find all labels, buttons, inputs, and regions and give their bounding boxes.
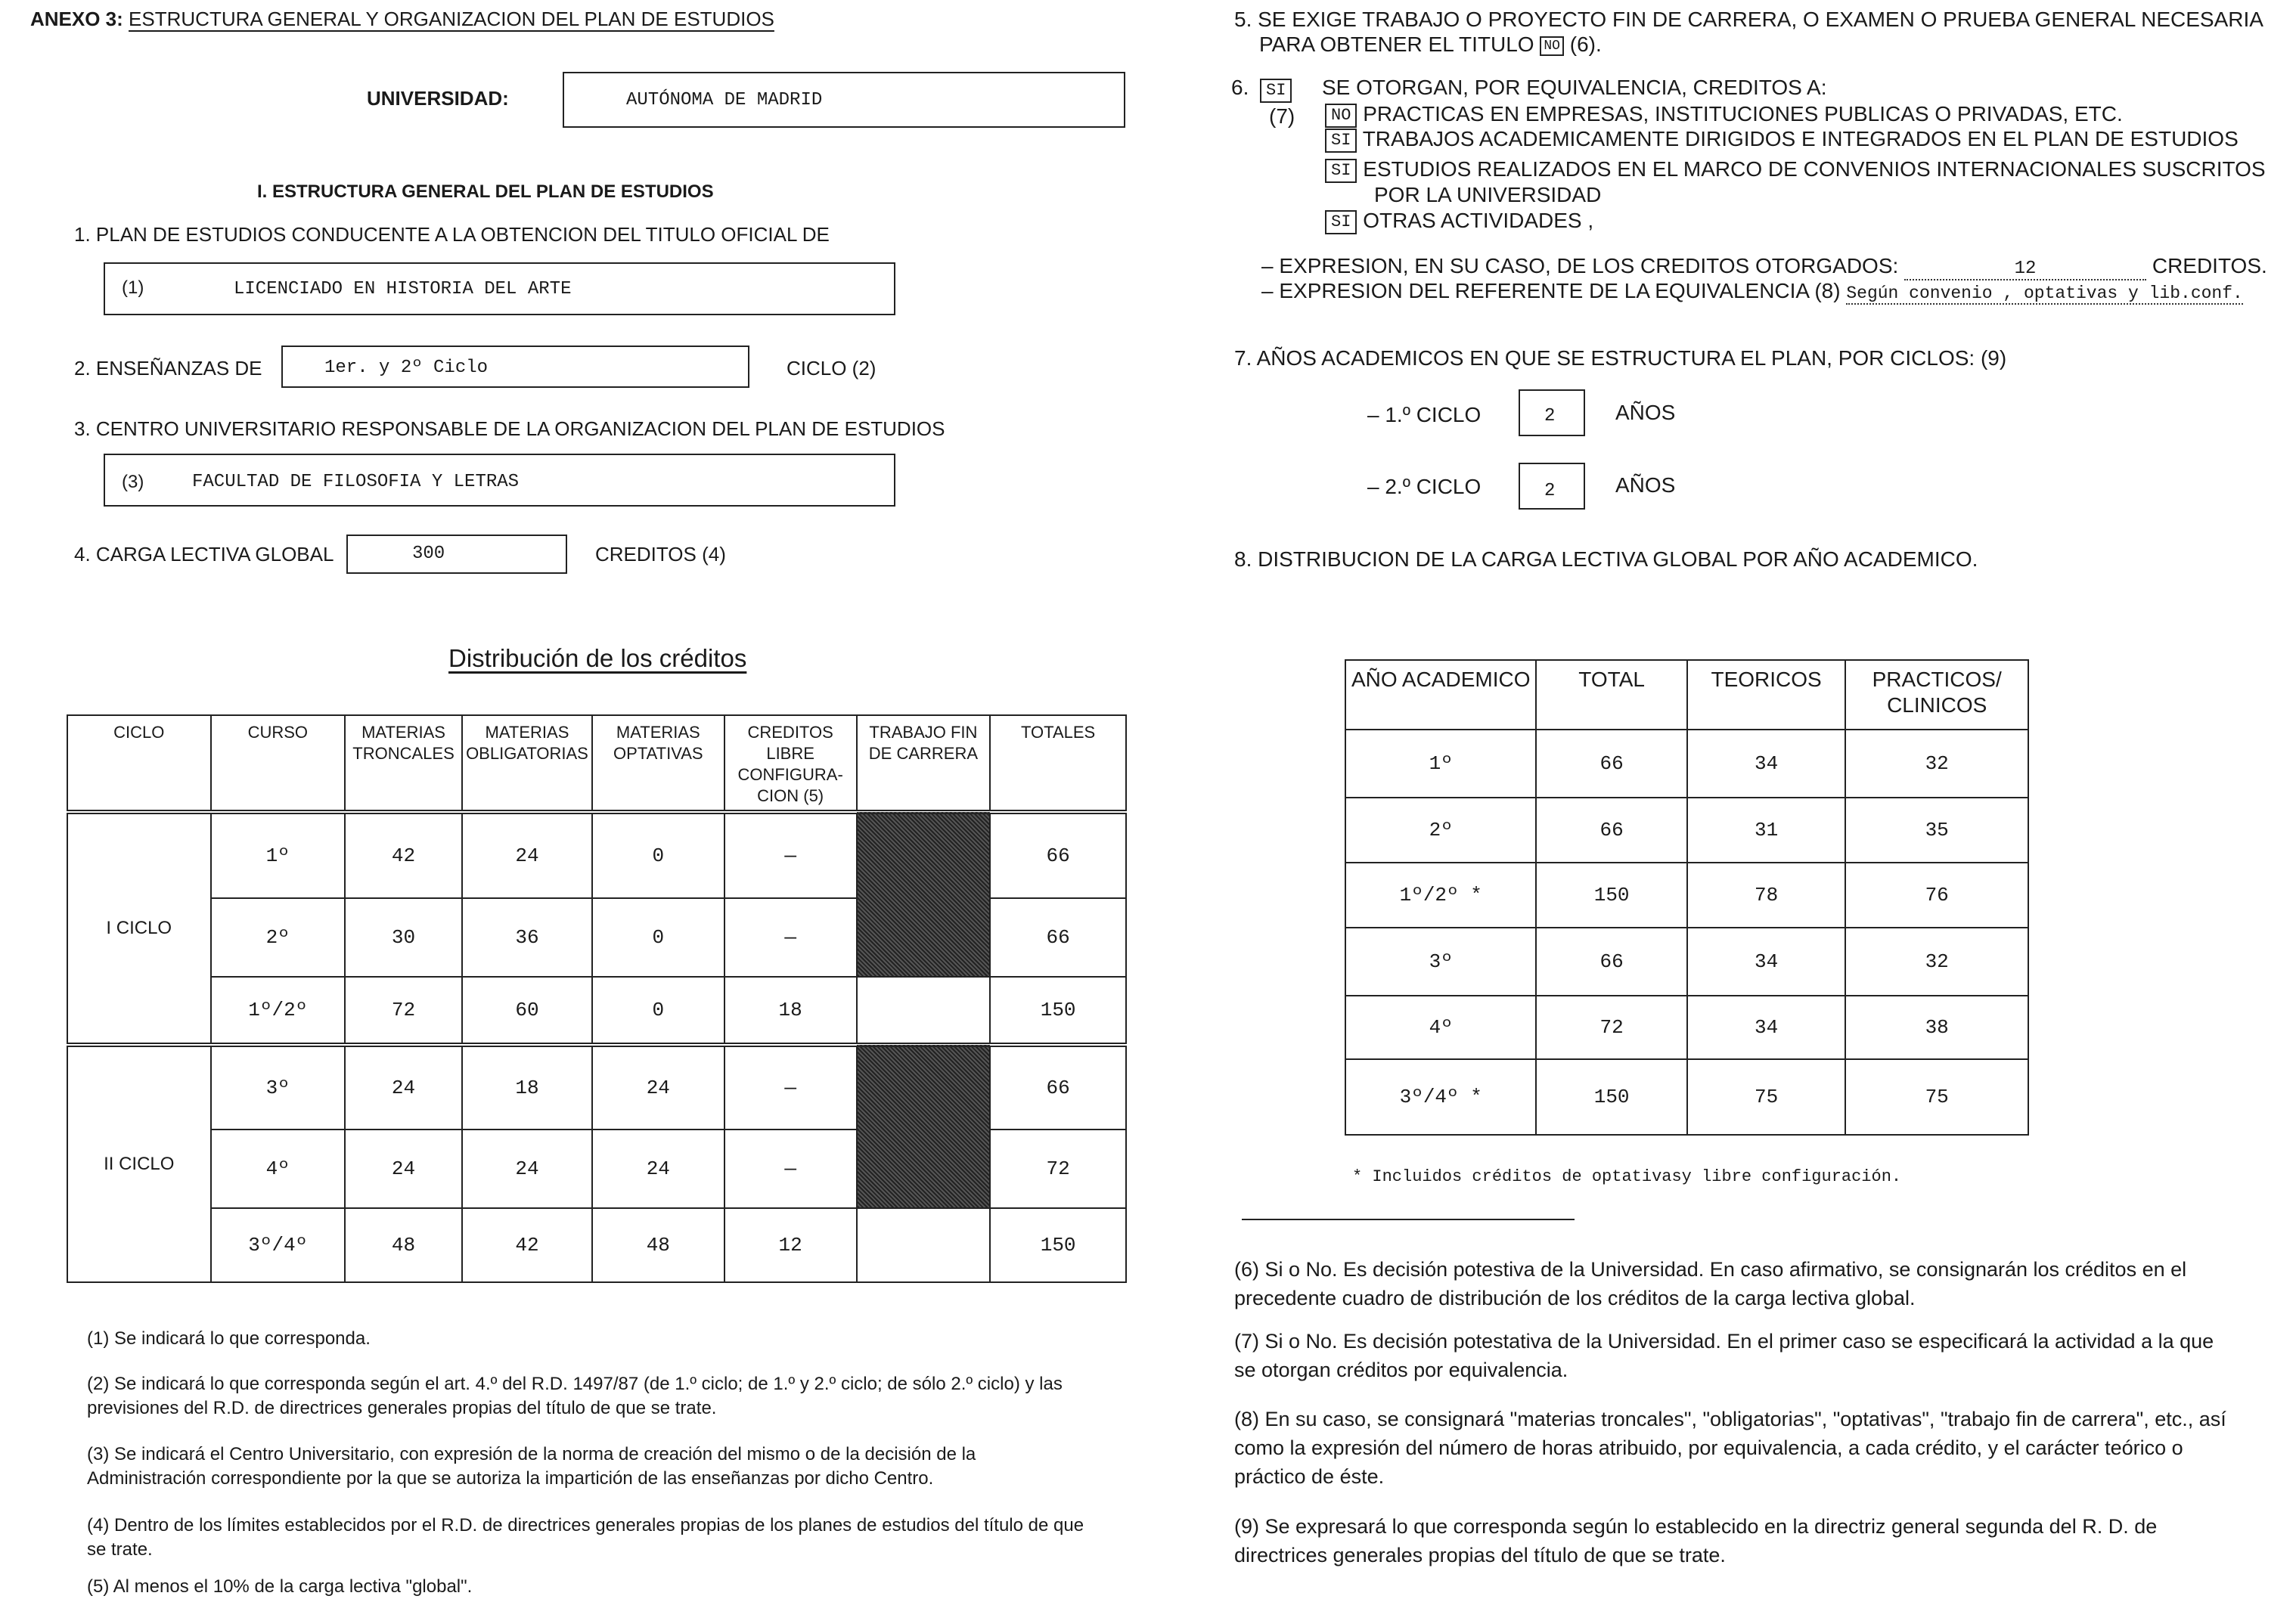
- cell-optativas: 24: [592, 1130, 724, 1208]
- cycle1-years-label: – 1.º CICLO: [1367, 403, 1482, 426]
- cycle1-years-box: [1519, 389, 1585, 436]
- option3-text-line2: POR LA UNIVERSIDAD: [1374, 183, 1602, 206]
- item4-suffix: CREDITOS (4): [595, 543, 726, 566]
- item6-option-2: [1325, 127, 2239, 153]
- cell-curso: 1º/2º: [211, 977, 346, 1045]
- cycle2-years-unit: AÑOS: [1615, 473, 1676, 497]
- cell-totales: 66: [990, 1045, 1126, 1130]
- expr1-value: 12: [1904, 259, 2146, 280]
- footnote-5: (5) Al menos el 10% de la carga lectiva "global".: [87, 1576, 473, 1597]
- item6-checkbox[interactable]: [1260, 79, 1292, 103]
- cell-teoricos: 34: [1687, 928, 1846, 996]
- cell-curso: 3º/4º: [211, 1208, 346, 1282]
- item8-label: 8. DISTRIBUCION DE LA CARGA LECTIVA GLOBAL POR AÑO ACADEMICO.: [1234, 547, 1978, 571]
- header-ciclo: CICLO: [67, 715, 211, 812]
- table-row: [1345, 798, 2028, 863]
- cell-total: 150: [1536, 1059, 1686, 1135]
- cell-troncales: 42: [345, 812, 462, 898]
- footnote-divider: [1242, 1219, 1575, 1220]
- item1-label: 1. PLAN DE ESTUDIOS CONDUCENTE A LA OBTENCION DEL TITULO OFICIAL DE: [74, 223, 830, 246]
- cell-curso: 1º: [211, 812, 346, 898]
- table-row: [1345, 928, 2028, 996]
- cell-trabajo-shaded: [857, 812, 991, 977]
- cell-optativas: 48: [592, 1208, 724, 1282]
- item6-option-1: [1325, 102, 2123, 128]
- cell-optativas: 0: [592, 977, 724, 1045]
- cell-totales: 66: [990, 812, 1126, 898]
- cell-libre: —: [724, 898, 857, 977]
- item6-checkbox-label: SI: [1260, 79, 1292, 103]
- item6-num: 6.: [1231, 76, 1249, 99]
- table-row: [1345, 730, 2028, 798]
- cell-year: 2º: [1345, 798, 1536, 863]
- cell-optativas: 24: [592, 1045, 724, 1130]
- cycle2-years-box: [1519, 463, 1585, 510]
- footnote-8: (8) En su caso, se consignará "materias troncales", "obligatorias", "optativas", "trabajo fin de carrera", etc., así como la expresión del número de horas atribuido, por equivalencia, a cada crédito, y el carácter teórico o práctico de éste.: [1234, 1408, 2226, 1488]
- footnote-4: (4) Dentro de los límites establecidos por el R.D. de directrices generales propias de los planes de estudios del título de que se trate.: [87, 1515, 1084, 1560]
- cell-year: 4º: [1345, 996, 1536, 1059]
- cycle2-label: II CICLO: [67, 1045, 211, 1282]
- table-note: * Incluidos créditos de optativasy libre configuración.: [1352, 1167, 1902, 1186]
- expr2-value: Según convenio , optativas y lib.conf.: [1846, 284, 2243, 303]
- header-troncales: MATERIAS TRONCALES: [345, 715, 462, 812]
- cell-total: 150: [1536, 863, 1686, 928]
- header-total: TOTAL: [1536, 660, 1686, 730]
- header-totales: TOTALES: [990, 715, 1126, 812]
- cell-year: 3º: [1345, 928, 1536, 996]
- footnote-2: (2) Se indicará lo que corresponda según el art. 4.º del R.D. 1497/87 (de 1.º ciclo; de 1.º y 2.º ciclo; de sólo 2.º ciclo) y las previsiones del R.D. de directrices generales propias del título de que se trate.: [87, 1374, 1063, 1418]
- university-label: UNIVERSIDAD:: [367, 87, 509, 110]
- item5-line2-text: PARA OBTENER EL TITULO: [1259, 33, 1534, 56]
- annex-label: ANEXO 3:: [30, 8, 123, 30]
- cell-teoricos: 34: [1687, 996, 1846, 1059]
- item2-label: 2. ENSEÑANZAS DE: [74, 357, 262, 380]
- distribution-title: Distribución de los créditos: [448, 644, 747, 672]
- option3-text: ESTUDIOS REALIZADOS EN EL MARCO DE CONVENIOS INTERNACIONALES SUSCRITOS: [1363, 157, 2266, 181]
- item5-line2: [1259, 33, 1602, 57]
- cell-libre: —: [724, 1045, 857, 1130]
- cell-totales: 150: [990, 977, 1126, 1045]
- cell-libre: —: [724, 1130, 857, 1208]
- credits-table-header: [67, 715, 1126, 812]
- footnote-3: (3) Se indicará el Centro Universitario, con expresión de la norma de creación del mismo o de la decisión de la Administración correspondiente por la que se autoriza la impartición de las enseñanzas por dicho Centro.: [87, 1444, 976, 1489]
- expr1: [1261, 254, 2267, 280]
- table-row: [1345, 996, 2028, 1059]
- annex-header: [30, 8, 774, 31]
- cell-obligatorias: 60: [462, 977, 592, 1045]
- item1-num: (1): [122, 277, 144, 298]
- cell-teoricos: 75: [1687, 1059, 1846, 1135]
- cell-troncales: 24: [345, 1130, 462, 1208]
- footnote-6: (6) Si o No. Es decisión potestiva de la Universidad. En caso afirmativo, se consignarán los créditos en el precedente cuadro de distribución de los créditos de la carga lectiva global.: [1234, 1258, 2187, 1309]
- cell-troncales: 72: [345, 977, 462, 1045]
- cell-troncales: 48: [345, 1208, 462, 1282]
- option4-text: OTRAS ACTIVIDADES ,: [1363, 209, 1594, 232]
- item3-value: FACULTAD DE FILOSOFIA Y LETRAS: [192, 472, 520, 492]
- cell-trabajo-shaded: [857, 1045, 991, 1208]
- university-box: [563, 72, 1125, 128]
- cell-totales: 72: [990, 1130, 1126, 1208]
- cell-curso: 3º: [211, 1045, 346, 1130]
- cell-obligatorias: 24: [462, 812, 592, 898]
- table-row: [67, 1208, 1126, 1282]
- cell-practicos: 76: [1845, 863, 2028, 928]
- cell-totales: 66: [990, 898, 1126, 977]
- cell-optativas: 0: [592, 898, 724, 977]
- cell-obligatorias: 42: [462, 1208, 592, 1282]
- cell-obligatorias: 36: [462, 898, 592, 977]
- expr1-suffix: CREDITOS.: [2152, 254, 2267, 277]
- header-teoricos: TEORICOS: [1687, 660, 1846, 730]
- footnote-9: (9) Se expresará lo que corresponda según lo establecido en la directriz general segunda del R. D. de directrices generales propias del título de que se trate.: [1234, 1515, 2158, 1566]
- academic-load-table: [1345, 659, 2029, 1136]
- cell-optativas: 0: [592, 812, 724, 898]
- cell-troncales: 30: [345, 898, 462, 977]
- cell-total: 72: [1536, 996, 1686, 1059]
- academic-table-header: [1345, 660, 2028, 730]
- cycle2-years-label: – 2.º CICLO: [1367, 475, 1482, 498]
- cell-libre: 12: [724, 1208, 857, 1282]
- expr2-label: – EXPRESION DEL REFERENTE DE LA EQUIVALENCIA (8): [1261, 279, 1841, 302]
- item6-option-3: [1325, 157, 2266, 183]
- item3-num: (3): [122, 472, 144, 492]
- cell-curso: 2º: [211, 898, 346, 977]
- cell-practicos: 38: [1845, 996, 2028, 1059]
- cell-practicos: 35: [1845, 798, 2028, 863]
- cell-year: 1º: [1345, 730, 1536, 798]
- footnote-7: (7) Si o No. Es decisión potestativa de la Universidad. En el primer caso se especificará la actividad a la que se otorgan créditos por equivalencia.: [1234, 1330, 2214, 1381]
- cell-libre: 18: [724, 977, 857, 1045]
- item4-value: 300: [412, 544, 445, 564]
- cell-libre: —: [724, 812, 857, 898]
- item4-box: [346, 535, 567, 574]
- header-curso: CURSO: [211, 715, 346, 812]
- item6-option-4: [1325, 209, 1593, 234]
- footnote-1: (1) Se indicará lo que corresponda.: [87, 1328, 371, 1349]
- cycle2-years-value: 2: [1544, 481, 1556, 501]
- header-obligatorias: MATERIAS OBLIGATORIAS: [462, 715, 592, 812]
- cell-total: 66: [1536, 730, 1686, 798]
- header-trabajo: TRABAJO FIN DE CARRERA: [857, 715, 991, 812]
- cell-practicos: 32: [1845, 928, 2028, 996]
- table-row: [1345, 863, 2028, 928]
- header-libre: CREDITOS LIBRE CONFIGURA- CION (5): [724, 715, 857, 812]
- item1-value: LICENCIADO EN HISTORIA DEL ARTE: [234, 279, 572, 299]
- item6-label: SE OTORGAN, POR EQUIVALENCIA, CREDITOS A:: [1322, 76, 1827, 99]
- item3-label: 3. CENTRO UNIVERSITARIO RESPONSABLE DE LA ORGANIZACION DEL PLAN DE ESTUDIOS: [74, 417, 945, 440]
- item3-box: [104, 454, 895, 507]
- cell-trabajo: [857, 977, 991, 1045]
- option1-checkbox[interactable]: NO: [1325, 104, 1357, 128]
- annex-title: ESTRUCTURA GENERAL Y ORGANIZACION DEL PLAN DE ESTUDIOS: [129, 8, 774, 30]
- option4-checkbox[interactable]: SI: [1325, 210, 1357, 234]
- item2-box: [281, 346, 749, 388]
- option1-text: PRACTICAS EN EMPRESAS, INSTITUCIONES PUBLICAS O PRIVADAS, ETC.: [1363, 102, 2123, 126]
- table-row: [67, 812, 1126, 898]
- cell-curso: 4º: [211, 1130, 346, 1208]
- item2-value: 1er. y 2º Ciclo: [324, 358, 489, 378]
- item7-label: 7. AÑOS ACADEMICOS EN QUE SE ESTRUCTURA EL PLAN, POR CICLOS: (9): [1234, 346, 2007, 370]
- table-row: [67, 977, 1126, 1045]
- cycle1-years-value: 2: [1544, 406, 1556, 426]
- option3-checkbox[interactable]: SI: [1325, 159, 1357, 183]
- expr2: [1261, 279, 2243, 305]
- item1-box: [104, 262, 895, 315]
- option2-text: TRABAJOS ACADEMICAMENTE DIRIGIDOS E INTEGRADOS EN EL PLAN DE ESTUDIOS: [1362, 127, 2239, 150]
- cell-practicos: 75: [1845, 1059, 2028, 1135]
- header-year: AÑO ACADEMICO: [1345, 660, 1536, 730]
- cell-year: 3º/4º *: [1345, 1059, 1536, 1135]
- item5-checkbox[interactable]: NO: [1540, 36, 1564, 56]
- item2-suffix: CICLO (2): [787, 357, 877, 380]
- expr1-label: – EXPRESION, EN SU CASO, DE LOS CREDITOS OTORGADOS:: [1261, 254, 1899, 277]
- item4-label: 4. CARGA LECTIVA GLOBAL: [74, 543, 334, 566]
- cell-year: 1º/2º *: [1345, 863, 1536, 928]
- cell-teoricos: 34: [1687, 730, 1846, 798]
- item5-line1: 5. SE EXIGE TRABAJO O PROYECTO FIN DE CARRERA, O EXAMEN O PRUEBA GENERAL NECESARIA: [1234, 8, 2263, 31]
- cell-trabajo: [857, 1208, 991, 1282]
- cell-teoricos: 78: [1687, 863, 1846, 928]
- section-title: I. ESTRUCTURA GENERAL DEL PLAN DE ESTUDIOS: [257, 181, 714, 202]
- cell-teoricos: 31: [1687, 798, 1846, 863]
- cell-obligatorias: 24: [462, 1130, 592, 1208]
- cell-total: 66: [1536, 928, 1686, 996]
- header-practicos: PRACTICOS/ CLINICOS: [1845, 660, 2028, 730]
- credits-table: [67, 714, 1127, 1283]
- cell-troncales: 24: [345, 1045, 462, 1130]
- item6-ref: (7): [1269, 104, 1295, 128]
- cell-total: 66: [1536, 798, 1686, 863]
- item5-suffix: (6).: [1569, 33, 1602, 56]
- table-row: [1345, 1059, 2028, 1135]
- university-value: AUTÓNOMA DE MADRID: [626, 90, 823, 110]
- cell-practicos: 32: [1845, 730, 2028, 798]
- header-optativas: MATERIAS OPTATIVAS: [592, 715, 724, 812]
- cycle1-label: I CICLO: [67, 812, 211, 1045]
- option2-checkbox[interactable]: SI: [1325, 129, 1357, 153]
- table-row: [67, 1045, 1126, 1130]
- cell-totales: 150: [990, 1208, 1126, 1282]
- cell-obligatorias: 18: [462, 1045, 592, 1130]
- cycle1-years-unit: AÑOS: [1615, 401, 1676, 424]
